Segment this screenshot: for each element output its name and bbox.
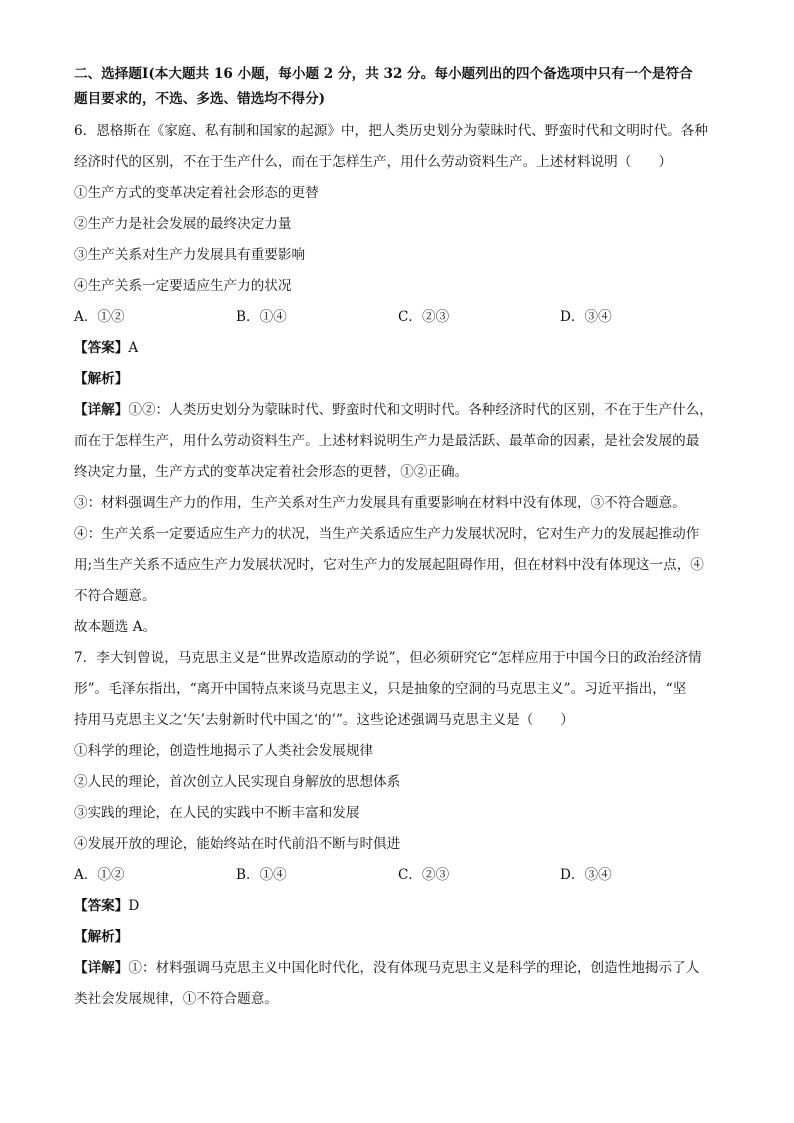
q6-detail-line-7: 不符合题意。 (74, 588, 156, 604)
q7-analysis-tag: 【解析】 (74, 929, 129, 945)
q7-option-b: B．①④ (236, 867, 287, 883)
q7-stem-line-3: 持用马克思主义之‘矢’去射新时代中国之‘的’”。这些论述强调马克思主义是（ ） (74, 712, 575, 728)
q7-statement-4: ④发展开放的理论，能始终站在时代前沿不断与时俱进 (74, 836, 401, 852)
q7-statement-3: ③实践的理论，在人民的实践中不断丰富和发展 (74, 805, 360, 821)
q7-statement-1: ①科学的理论，创造性地揭示了人类社会发展规律 (74, 743, 374, 759)
q6-statement-4: ④生产关系一定要适应生产力的状况 (74, 278, 292, 294)
q7-statement-2: ②人民的理论，首次创立人民实现自身解放的思想体系 (74, 774, 401, 790)
q7-answer-tag: 【答案】 (74, 898, 129, 914)
q7-option-d: D．③④ (560, 867, 612, 883)
q6-detail-line-2: 而在于怎样生产，用什么劳动资料生产。上述材料说明生产力是最活跃、最革命的因素，是社会发展的最 (74, 433, 700, 449)
q6-detail-line-4: ③：材料强调生产力的作用，生产关系对生产力发展具有重要影响在材料中没有体现，③不符合题意。 (74, 495, 686, 511)
q7-answer (74, 891, 726, 922)
q6-option-a: A．①② (74, 309, 125, 325)
q6-detail-tag: 【详解】 (74, 402, 129, 418)
q6-answer-value: A (128, 340, 139, 356)
q6-answer-tag: 【答案】 (74, 340, 129, 356)
section-header-line-2: 题目要求的，不选、多选、错选均不得分) (74, 91, 326, 107)
q7-detail-line-2: 类社会发展规律，①不符合题意。 (74, 991, 278, 1007)
q6-option-b: B．①④ (236, 309, 287, 325)
q6-option-c: C．②③ (398, 309, 450, 325)
q7-option-c: C．②③ (398, 867, 450, 883)
q7-detail-text-1: ①：材料强调马克思主义中国化时代化，没有体现马克思主义是科学的理论，创造性地揭示了人 (128, 960, 700, 976)
q7-option-a: A．①② (74, 867, 125, 883)
q6-detail-line-5: ④：生产关系一定要适应生产力的状况，当生产关系适应生产力发展状况时，它对生产力的发展起推动作 (74, 526, 700, 542)
q6-statement-3: ③生产关系对生产力发展具有重要影响 (74, 247, 306, 263)
q6-stem-line-2: 经济时代的区别，不在于生产什么，而在于怎样生产，用什么劳动资料生产。上述材料说明（ ） (74, 154, 673, 170)
section-header (74, 62, 726, 112)
document-page (74, 62, 726, 1015)
q7-analysis (74, 922, 726, 953)
q7-answer-value: D (128, 898, 140, 914)
q6-detail-line-6: 用;当生产关系不适应生产力发展状况时，它对生产力的发展起阻碍作用，但在材料中没有体现这一点，④ (74, 557, 704, 573)
q6-answer (74, 333, 726, 364)
question-6 (74, 116, 726, 643)
q7-options (74, 860, 726, 891)
q6-stem-line-1: 6．恩格斯在《家庭、私有制和国家的起源》中，把人类历史划分为蒙昧时代、野蛮时代和文明时代。各种 (74, 123, 708, 139)
section-header-line-1: 二、选择题Ⅰ(本大题共 16 小题，每小题 2 分，共 32 分。每小题列出的四个备选项中只有一个是符合 (74, 66, 693, 82)
q7-detail-tag: 【详解】 (74, 960, 129, 976)
q6-detail-line-1 (74, 395, 726, 426)
q6-analysis (74, 364, 726, 395)
q6-option-d: D．③④ (560, 309, 612, 325)
q6-conclusion: 故本题选 A。 (74, 619, 157, 635)
q6-options (74, 302, 726, 333)
q7-detail-line-1 (74, 953, 726, 984)
q6-analysis-tag: 【解析】 (74, 371, 129, 387)
q6-statement-1: ①生产方式的变革决定着社会形态的更替 (74, 185, 319, 201)
question-7 (74, 643, 726, 1015)
q7-stem-line-2: 形”。毛泽东指出，“离开中国特点来谈马克思主义，只是抽象的空洞的马克思主义”。习近平指出，“坚 (74, 681, 687, 697)
q6-statement-2: ②生产力是社会发展的最终决定力量 (74, 216, 292, 232)
q6-detail-text-1: ①②：人类历史划分为蒙昧时代、野蛮时代和文明时代。各种经济时代的区别，不在于生产什么， (128, 402, 713, 418)
q7-stem-line-1: 7．李大钊曾说，马克思主义是“世界改造原动的学说”，但必须研究它“怎样应用于中国今日的政治经济情 (74, 650, 702, 666)
q6-detail-line-3: 终决定力量，生产方式的变革决定着社会形态的更替，①②正确。 (74, 464, 469, 480)
